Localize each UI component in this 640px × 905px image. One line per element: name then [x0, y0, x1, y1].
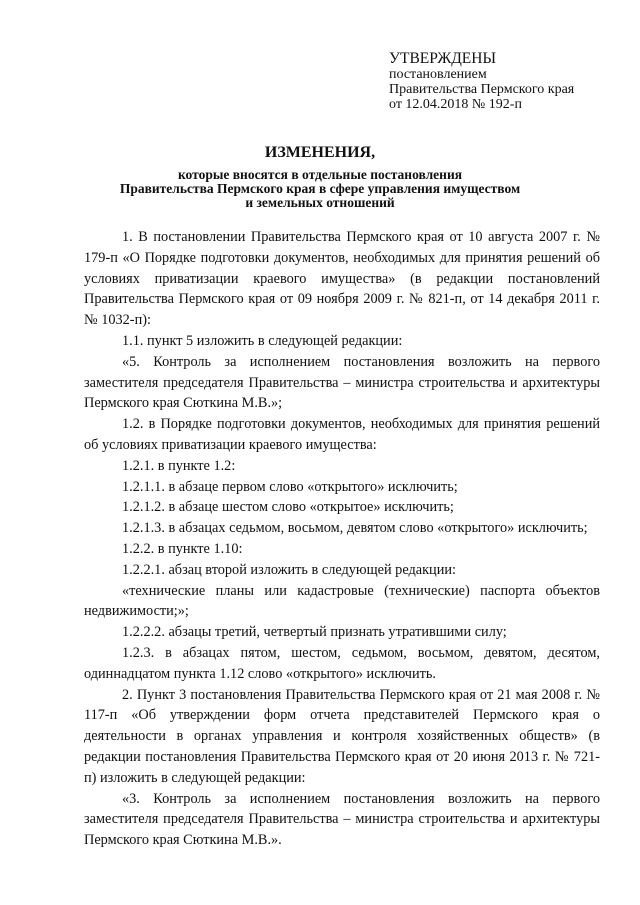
approval-stamp: [389, 50, 609, 112]
document-subtitle: [100, 168, 540, 210]
paragraph: «технические планы или кадастровые (технические) паспорта объектов недвижимости;»;: [84, 582, 600, 620]
paragraph: 1. В постановлении Правительства Пермского края от 10 августа 2007 г. № 179-п «О Порядке подготовки документов, необходимых для принятия решений об условиях приватизации краевого имущества» (в редакции постановлений Правительства Пермского края от 09 ноября 2009 г. № 821-п, от 14 декабря 2011 г. № 1032-п):: [84, 229, 600, 329]
document-title: ИЗМЕНЕНИЯ,: [264, 144, 376, 161]
paragraph: 1.2.1.3. в абзацах седьмом, восьмом, девятом слово «открытого» исключить;: [122, 520, 588, 537]
paragraph: «5. Контроль за исполнением постановления возложить на первого заместителя председателя Правительства – министра строительства и архитектуры Пермского края Сюткина М.В.»;: [84, 353, 600, 412]
subtitle-line: и земельных отношений: [245, 195, 395, 210]
paragraph: 1.2.1.2. в абзаце шестом слово «открытое» исключить;: [122, 499, 454, 516]
paragraph: 1.1. пункт 5 изложить в следующей редакции:: [122, 332, 403, 349]
approval-line: постановлением: [389, 67, 487, 82]
approval-heading: УТВЕРЖДЕНЫ: [389, 50, 496, 67]
document-body: [84, 227, 600, 851]
paragraph: «3. Контроль за исполнением постановления возложить на первого заместителя председателя Правительства – министра строительства и архитектуры Пермского края Сюткина М.В.».: [84, 790, 600, 849]
paragraph: 1.2. в Порядке подготовки документов, необходимых для принятия решений об условиях приватизации краевого имущества:: [84, 416, 600, 453]
paragraph: 1.2.1.1. в абзаце первом слово «открытого» исключить;: [122, 478, 458, 495]
paragraph: 1.2.2.1. абзац второй изложить в следующей редакции:: [122, 561, 456, 578]
approval-date: от 12.04.2018 № 192-п: [389, 97, 522, 112]
paragraph: 1.2.2.2. абзацы третий, четвертый признать утратившими силу;: [122, 624, 507, 641]
paragraph: 1.2.1. в пункте 1.2:: [122, 457, 236, 474]
subtitle-line: Правительства Пермского края в сфере управления имуществом: [119, 181, 521, 196]
paragraph: 2. Пункт 3 постановления Правительства Пермского края от 21 мая 2008 г. № 117-п «Об утверждении форм отчета представителей Пермского края о деятельности в органах управления и контроля хозяйственных обществ» (в редакции постановления Правительства Пермского края от 20 июня 2013 г. № 721-п) изложить в следующей редакции:: [84, 686, 600, 786]
subtitle-line: которые вносятся в отдельные постановления: [177, 167, 463, 182]
approval-line: Правительства Пермского края: [389, 82, 575, 97]
paragraph: 1.2.2. в пункте 1.10:: [122, 540, 243, 557]
paragraph: 1.2.3. в абзацах пятом, шестом, седьмом, восьмом, девятом, десятом, одиннадцатом пункта 1.12 слово «открытого» исключить.: [84, 644, 600, 682]
